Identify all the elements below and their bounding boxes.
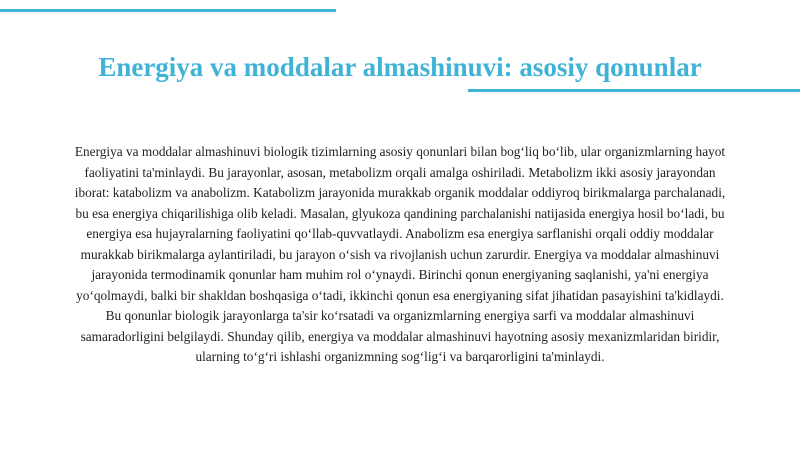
top-accent-line	[0, 9, 336, 12]
slide-body-text: Energiya va moddalar almashinuvi biologik tizimlarning asosiy qonunlari bilan bog‘liq bo‘lib, ular organizmlarning hayot faoliyatini ta'minlaydi. Bu jarayonlar, asosan, metabolizm orqali amalga oshiriladi. Metabolizm ikki asosiy jarayondan iborat: katabolizm va anabolizm. Katabolizm jarayonida murakkab organik moddalar oddiyroq birikmalarga parchalanadi, bu esa energiya chiqarilishiga olib keladi. Masalan, glyukoza qandining parchalanishi natijasida energiya hosil bo‘ladi, bu energiya esa hujayralarning faoliyatini qo‘llab-quvvatlaydi. Anabolizm esa energiya sarflanishi orqali oddiy moddalar murakkab birikmalarga aylantiriladi, bu jarayon o‘sish va rivojlanish uchun zarurdir. Energiya va moddalar almashinuvi jarayonida termodinamik qonunlar ham muhim rol o‘ynaydi. Birinchi qonun energiyaning saqlanishi, ya'ni energiya yo‘qolmaydi, balki bir shakldan boshqasiga o‘tadi, ikkinchi qonun esa energiyaning sifat jihatidan pasayishini ta'kidlaydi. Bu qonunlar biologik jarayonlarga ta'sir ko‘rsatadi va organizmlarning energiya sarfi va moddalar almashinuvi samaradorligini belgilaydi. Shunday qilib, energiya va moddalar almashinuvi hayotning asosiy mexanizmlaridan biridir, ularning to‘g‘ri ishlashi organizmning sog‘lig‘i va barqarorligini ta'minlaydi.	[74, 144, 726, 364]
slide-title: Energiya va moddalar almashinuvi: asosiy qonunlar	[98, 52, 702, 82]
title-underline-accent	[468, 89, 800, 92]
